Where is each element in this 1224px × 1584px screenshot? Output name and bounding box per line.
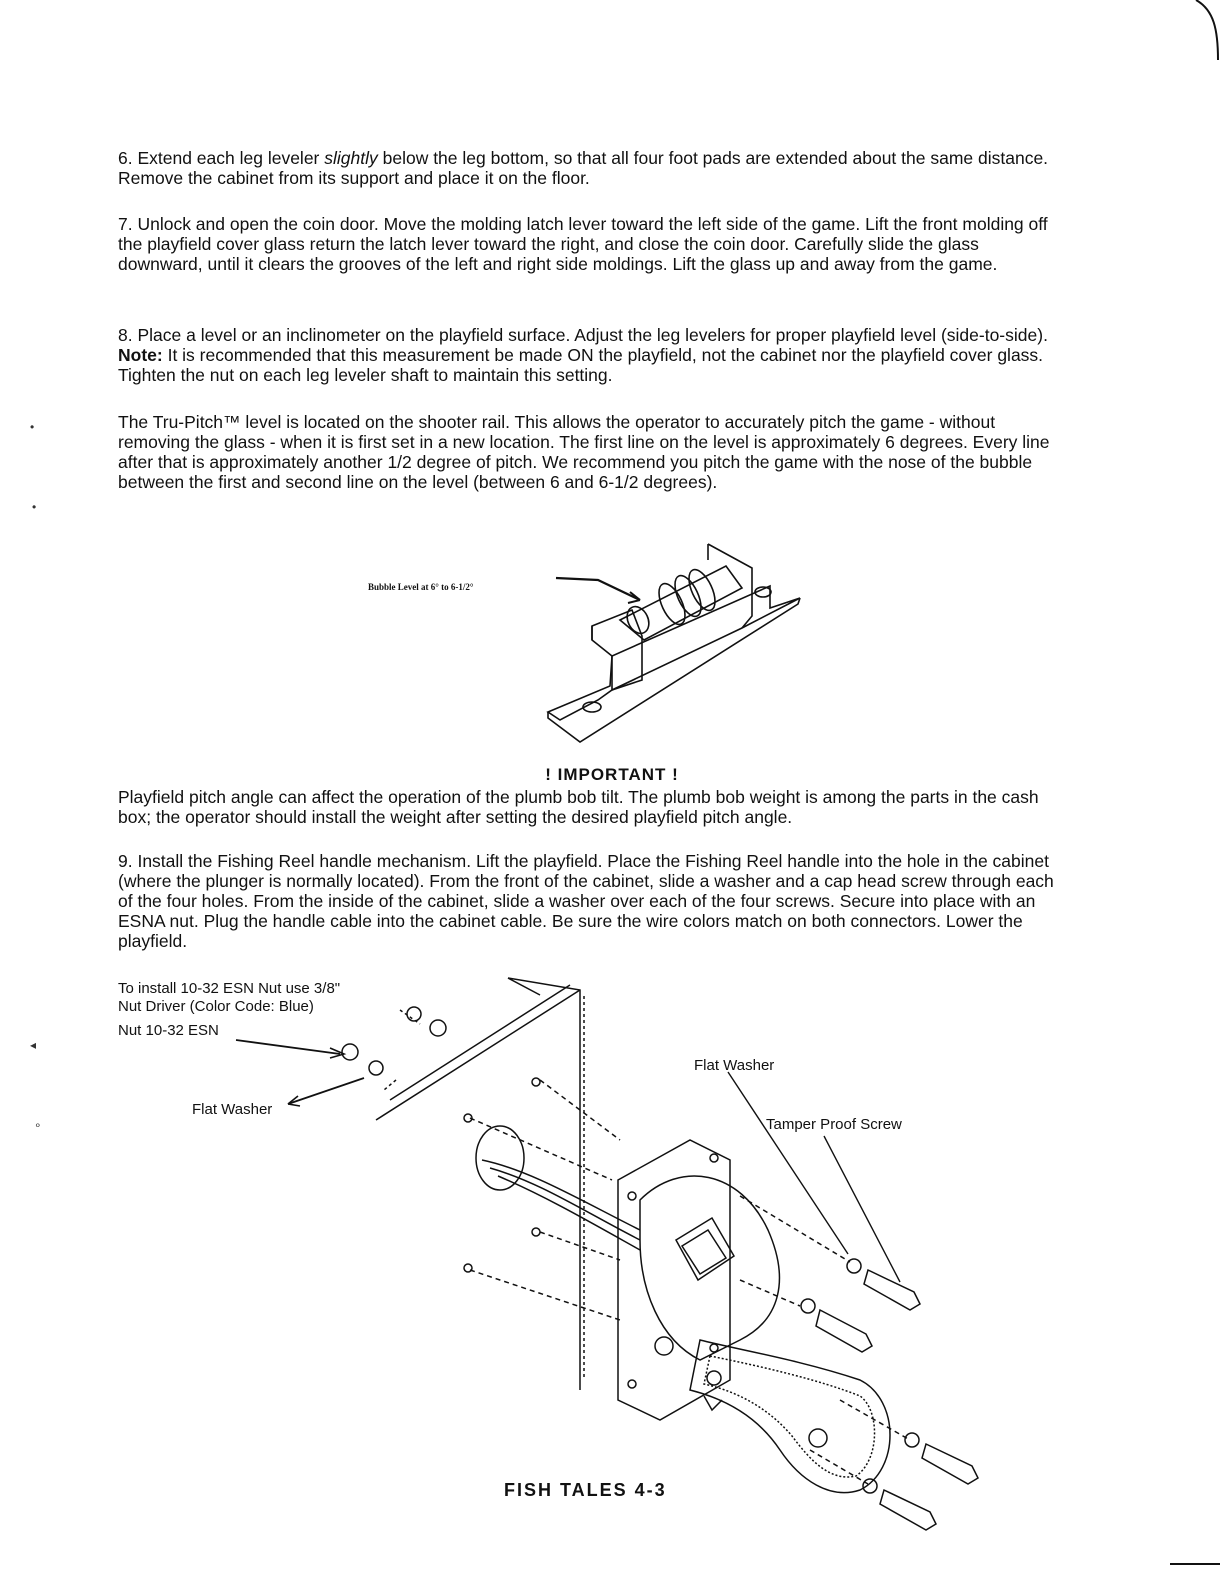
install-note-line-1: To install 10-32 ESN Nut use 3/8" — [118, 980, 341, 997]
margin-mark: • — [32, 500, 37, 514]
step-8-note-label: Note: — [118, 345, 163, 365]
install-note-line-2: Nut Driver (Color Code: Blue) — [118, 998, 314, 1015]
step-7-paragraph: 7. Unlock and open the coin door. Move the molding latch lever toward the left side of the game. Lift the front molding off the playfield cover glass return the latch lever toward the right, and close the coin door. Carefully slide the glass downward, until it clears the grooves of the left and right side moldings. Lift the glass up and away from the game. — [118, 214, 1048, 274]
step-8-text-end: It is recommended that this measurement be made ON the playfield, not the cabinet nor the playfield cover glass. Tighten the nut on each leg leveler shaft to maintain this setting. — [118, 345, 1044, 385]
margin-mark: • — [30, 420, 35, 434]
margin-mark: ∘ — [34, 1118, 42, 1132]
step-9-paragraph: 9. Install the Fishing Reel handle mechanism. Lift the playfield. Place the Fishing Reel handle into the hole in the cabinet (where the plunger is normally located). From the front of the cabinet, slide a washer and a cap head screw through each of the four holes. From the inside of the cabinet, slide a washer over each of the four screws. Secure into place with an ESNA nut. Plug the handle cable into the cabinet cable. Be sure the wire colors match on both connectors. Lower the playfield. — [118, 851, 1054, 951]
margin-mark: ◂ — [30, 1038, 37, 1052]
flat-washer-left-label: Flat Washer — [192, 1101, 273, 1118]
bubble-level-figure — [548, 544, 800, 742]
bubble-level-label: Bubble Level at 6° to 6-1/2° — [368, 582, 474, 592]
nut-label: Nut 10-32 ESN — [118, 1022, 219, 1039]
step-6-text: 6. Extend each leg leveler — [118, 148, 325, 168]
tru-pitch-paragraph: The Tru-Pitch™ level is located on the shooter rail. This allows the operator to accurately pitch the game - without removing the glass - when it is first set in a new location. The first line on the level is approximately 6 degrees. Every line after that is approximately another 1/2 degree of pitch. We recommend you pitch the game with the nose of the bubble between the first and second line on the level (between 6 and 6-1/2 degrees). — [118, 412, 1050, 492]
step-8-text: 8. Place a level or an inclinometer on the playfield surface. Adjust the leg levelers for proper playfield level (side-to-side). — [118, 325, 1048, 345]
important-paragraph: Playfield pitch angle can affect the operation of the plumb bob tilt. The plumb bob weight is among the parts in the cash box; the operator should install the weight after setting the desired playfield pitch angle. — [118, 787, 1039, 827]
page-footer-title: FISH TALES 4-3 — [504, 1480, 667, 1500]
important-heading: ! IMPORTANT ! — [545, 765, 679, 784]
flat-washer-right-label: Flat Washer — [694, 1057, 775, 1074]
tamper-proof-screw-label: Tamper Proof Screw — [766, 1116, 902, 1133]
install-note-label — [118, 980, 340, 1016]
step-6-text-end: below the leg bottom, so that all four foot pads are extended about the same distance. Remove the cabinet from its support and place it on the floor. — [118, 148, 1049, 188]
step-6-emphasis: slightly — [324, 148, 378, 168]
reel-handle-figure — [236, 978, 978, 1530]
